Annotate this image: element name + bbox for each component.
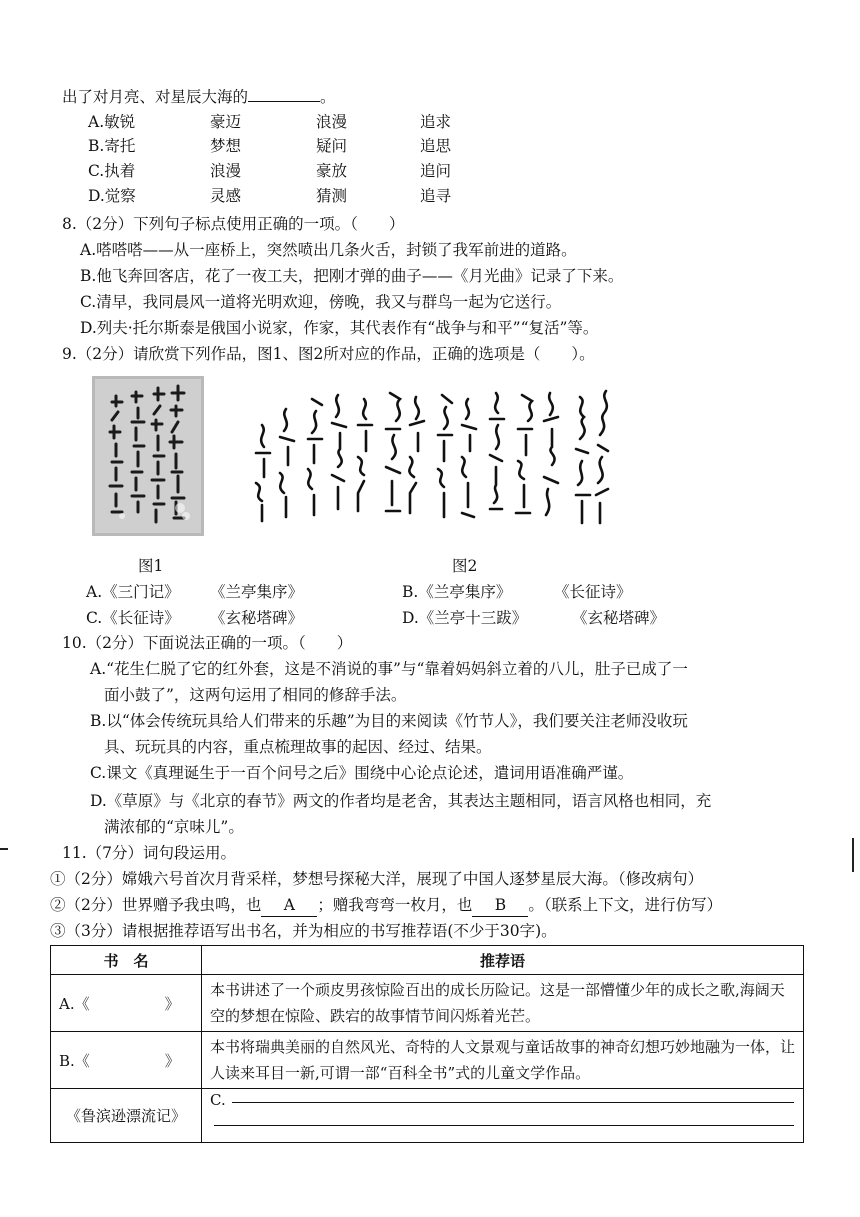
q9-option-c-fig1: C.《长征诗》: [86, 609, 180, 627]
table-row: [51, 1089, 804, 1143]
option-word: 豪放: [316, 162, 348, 180]
q9-option-c-fig2: 《玄秘塔碑》: [210, 609, 304, 627]
option-word: 豪迈: [210, 113, 242, 131]
blank-b: B: [472, 894, 528, 917]
option-word: 疑问: [316, 137, 348, 155]
q10-option-a-line1: A.“花生仁脱了它的红外套，这是不消说的事”与“靠着妈妈斜立着的八儿，肚子已成了一: [90, 660, 688, 678]
option-word: 猜测: [316, 187, 348, 205]
figure-1-calligraphy: [92, 376, 204, 536]
q9-option-d-fig1: D.《兰亭十三跋》: [402, 609, 528, 627]
q11-sub2-part-b: ；赠我弯弯一枚月，也: [317, 896, 473, 914]
q9-option-a-fig1: A.《三门记》: [86, 583, 180, 601]
option-label: A.敏锐: [88, 113, 136, 131]
scan-edge-mark: [852, 838, 854, 872]
q10-option-c: C.课文《真理诞生于一百个问号之后》围绕中心论点论述，遣词用语准确严谨。: [90, 764, 634, 782]
q8-stem: 8.（2分）下列句子标点使用正确的一项。（ ）: [62, 215, 405, 233]
option-word: 灵感: [210, 187, 242, 205]
q9-row-cd: [86, 606, 786, 628]
recommendation-c-answer-area[interactable]: [202, 1089, 804, 1143]
q11-sub3: ③（3分）请根据推荐语写出书名，并为相应的书写推荐语(不少于30字)。: [50, 922, 557, 940]
option-label: C.执着: [88, 162, 136, 180]
q7-tail: [62, 86, 336, 108]
figure-2-calligraphy: [250, 385, 618, 533]
option-word: 追思: [420, 137, 452, 155]
option-label: B.寄托: [88, 137, 136, 155]
q7-option-c: [88, 159, 588, 181]
q9-option-b-fig2: 《长征诗》: [554, 583, 632, 601]
q8-option-d: D.列夫·托尔斯泰是俄国小说家，作家，其代表作有“战争与和平”“复活”等。: [80, 319, 599, 337]
blank-a: A: [261, 894, 317, 917]
q10-option-a-line2: 面小鼓了”，这两句运用了相同的修辞手法。: [104, 686, 407, 704]
q8-option-a: A.嗒嗒嗒——从一座桥上，突然喷出几条火舌，封锁了我军前进的道路。: [80, 241, 577, 259]
q10-option-b-line1: B.以“体会传统玩具给人们带来的乐趣”为目的来阅读《竹节人》，我们要关注老师没收玩: [90, 712, 688, 730]
table-row: [51, 1032, 804, 1089]
q7-tail-text: 出了对月亮、对星辰大海的: [62, 88, 249, 106]
table-header-row: [51, 946, 804, 975]
q9-option-b-fig1: B.《兰亭集序》: [402, 583, 512, 601]
q9-option-a-fig2: 《兰亭集序》: [210, 583, 304, 601]
answer-blank: [248, 87, 320, 102]
q10-option-d-line2: 满浓郁的“京味儿”。: [104, 818, 244, 836]
q11-sub2: [50, 894, 722, 917]
q10-option-d-line1: D.《草原》与《北京的春节》两文的作者均是老舍，其表达主题相同，语言风格也相同，充: [90, 792, 712, 810]
header-recommendation: 推荐语: [202, 946, 804, 975]
option-word: 梦想: [210, 137, 242, 155]
option-label: D.觉察: [88, 187, 136, 205]
q9-stem: 9.（2分）请欣赏下列作品，图1、图2所对应的作品，正确的选项是（ ）。: [62, 345, 595, 363]
q11-stem: 11.（7分）词句段运用。: [62, 844, 237, 862]
book-name-c: 《鲁滨逊漂流记》: [51, 1089, 202, 1143]
book-name-b: B.《 》: [51, 1032, 202, 1089]
q8-option-c: C.清早，我同晨风一道将光明欢迎，傍晚，我又与群鸟一起为它送行。: [80, 293, 562, 311]
recommendation-table: [50, 945, 804, 1143]
option-word: 追问: [420, 162, 452, 180]
answer-line: [214, 1125, 794, 1126]
option-word: 追求: [420, 113, 452, 131]
book-name-a: A.《 》: [51, 975, 202, 1032]
recommendation-c-label: C.: [210, 1091, 226, 1109]
q10-stem: 10.（2分）下面说法正确的一项。（ ）: [62, 634, 353, 652]
q7-tail-end: 。: [320, 88, 336, 106]
header-book-name: 书 名: [51, 946, 202, 975]
q7-option-b: [88, 134, 588, 156]
q8-option-b: B.他飞奔回客店，花了一夜工夫，把刚才弹的曲子——《月光曲》记录了下来。: [80, 267, 624, 285]
q11-sub2-part-c: 。（联系上下文，进行仿写）: [528, 896, 723, 914]
option-word: 追寻: [420, 187, 452, 205]
recommendation-b: 本书将瑞典美丽的自然风光、奇特的人文景观与童话故事的神奇幻想巧妙地融为一体，让人读来耳目一新,可谓一部“百科全书”式的儿童文学作品。: [202, 1032, 804, 1089]
scan-edge-mark: [0, 848, 8, 850]
q10-option-b-line2: 具、玩玩具的内容，重点梳理故事的起因、经过、结果。: [104, 738, 492, 756]
recommendation-a: 本书讲述了一个顽皮男孩惊险百出的成长历险记。这是一部懵懂少年的成长之歌,海阔天空的梦想在惊险、跌宕的故事情节间闪烁着光芒。: [202, 975, 804, 1032]
q9-option-d-fig2: 《玄秘塔碑》: [572, 609, 666, 627]
q11-sub1: ①（2分）嫦娥六号首次月背采样，梦想号探秘大洋，展现了中国人逐梦星辰大海。（修改病句）: [50, 870, 704, 888]
figure-1-caption: 图1: [138, 557, 164, 575]
option-word: 浪漫: [316, 113, 348, 131]
q9-row-ab: [86, 580, 786, 602]
figure-2-caption: 图2: [452, 557, 478, 575]
q7-option-d: [88, 184, 588, 206]
q11-sub2-part-a: ②（2分）世界赠予我虫鸣，也: [50, 896, 262, 914]
option-word: 浪漫: [210, 162, 242, 180]
table-row: [51, 975, 804, 1032]
q7-option-a: [88, 110, 588, 132]
answer-line: [232, 1102, 794, 1103]
